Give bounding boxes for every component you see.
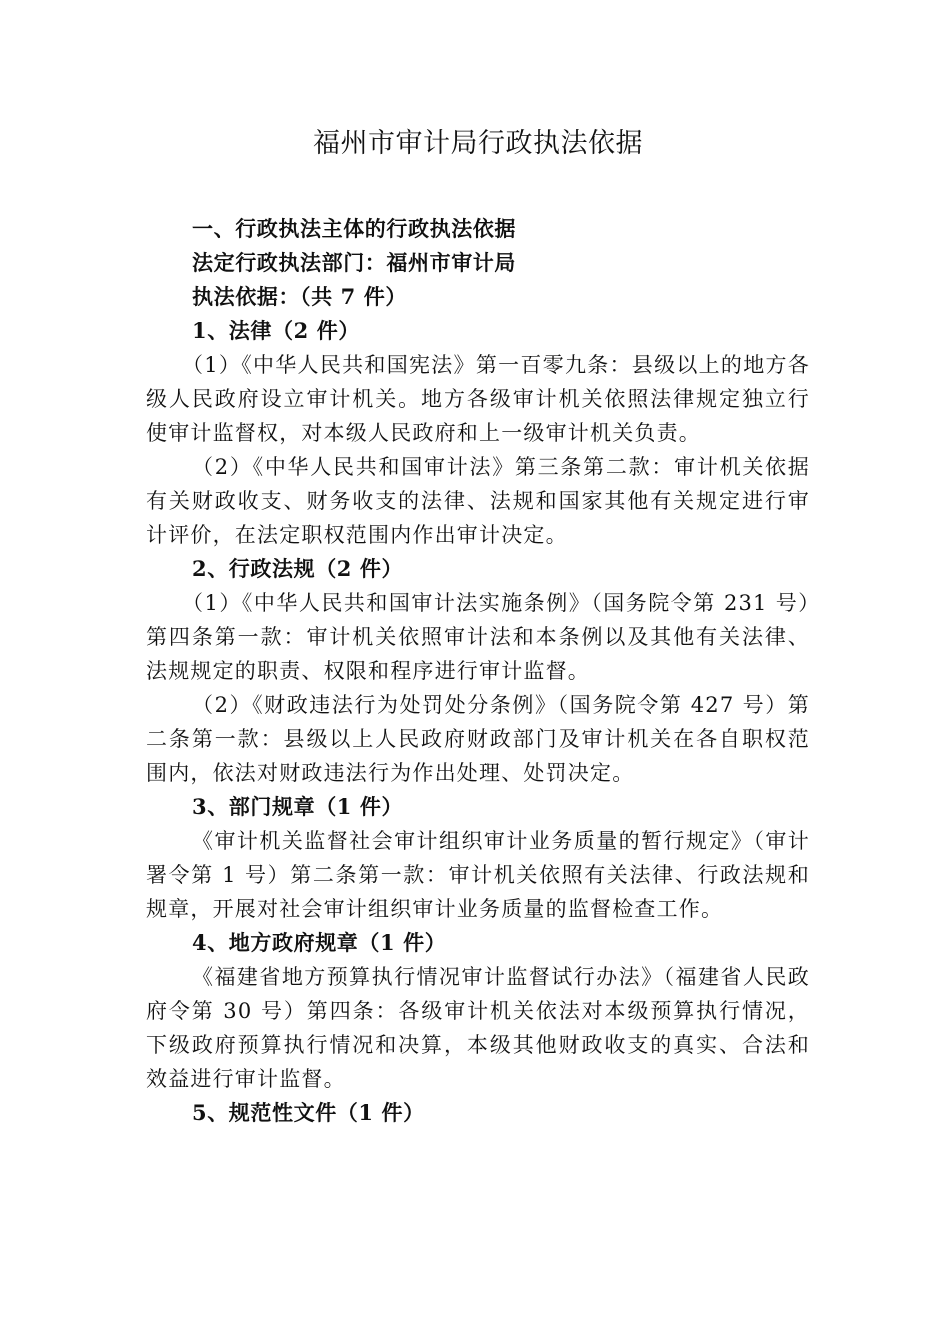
dept-rule-heading: 3、部门规章（1 件） bbox=[192, 794, 404, 819]
law-item-2: （2）《中华人民共和国审计法》第三条第二款：审计机关依据有关财政收支、财务收支的法律、法规和国家其他有关规定进行审计评价，在法定职权范围内作出审计决定。 bbox=[146, 455, 810, 547]
law-item-1: （1）《中华人民共和国宪法》第一百零九条：县级以上的地方各级人民政府设立审计机关。地方各级审计机关依照法律规定独立行使审计监督权，对本级人民政府和上一级审计机关负责。 bbox=[146, 353, 810, 445]
law-heading: 1、法律（2 件） bbox=[192, 318, 360, 343]
admin-regulation-heading: 2、行政法规（2 件） bbox=[192, 556, 404, 581]
admin-regulation-item-2: （2）《财政违法行为处罚处分条例》（国务院令第 427 号）第二条第一款：县级以上人民政府财政部门及审计机关在各自职权范围内，依法对财政违法行为作出处理、处罚决定。 bbox=[146, 693, 810, 785]
document-title: 福州市审计局行政执法依据 bbox=[313, 128, 643, 159]
admin-regulation-item-1: （1）《中华人民共和国审计法实施条例》（国务院令第 231 号）第四条第一款：审计机关依照审计法和本条例以及其他有关法律、法规规定的职责、权限和程序进行审计监督。 bbox=[146, 591, 810, 683]
document-page bbox=[146, 120, 810, 1130]
basis-count-line: 执法依据：（共 7 件） bbox=[192, 284, 407, 309]
local-rule-item-1: 《福建省地方预算执行情况审计监督试行办法》（福建省人民政府令第 30 号）第四条：各级审计机关依法对本级预算执行情况，下级政府预算执行情况和决算，本级其他财政收支的真实、合法和效益进行审计监督。 bbox=[146, 965, 810, 1091]
normative-doc-heading: 5、规范性文件（1 件） bbox=[192, 1100, 425, 1125]
dept-rule-item-1: 《审计机关监督社会审计组织审计业务质量的暂行规定》（审计署令第 1 号）第二条第一款：审计机关依照有关法律、行政法规和规章，开展对社会审计组织审计业务质量的监督检查工作。 bbox=[146, 829, 810, 921]
section-heading: 一、行政执法主体的行政执法依据 bbox=[192, 216, 516, 241]
department-line: 法定行政执法部门：福州市审计局 bbox=[192, 250, 516, 275]
local-rule-heading: 4、地方政府规章（1 件） bbox=[192, 930, 447, 955]
